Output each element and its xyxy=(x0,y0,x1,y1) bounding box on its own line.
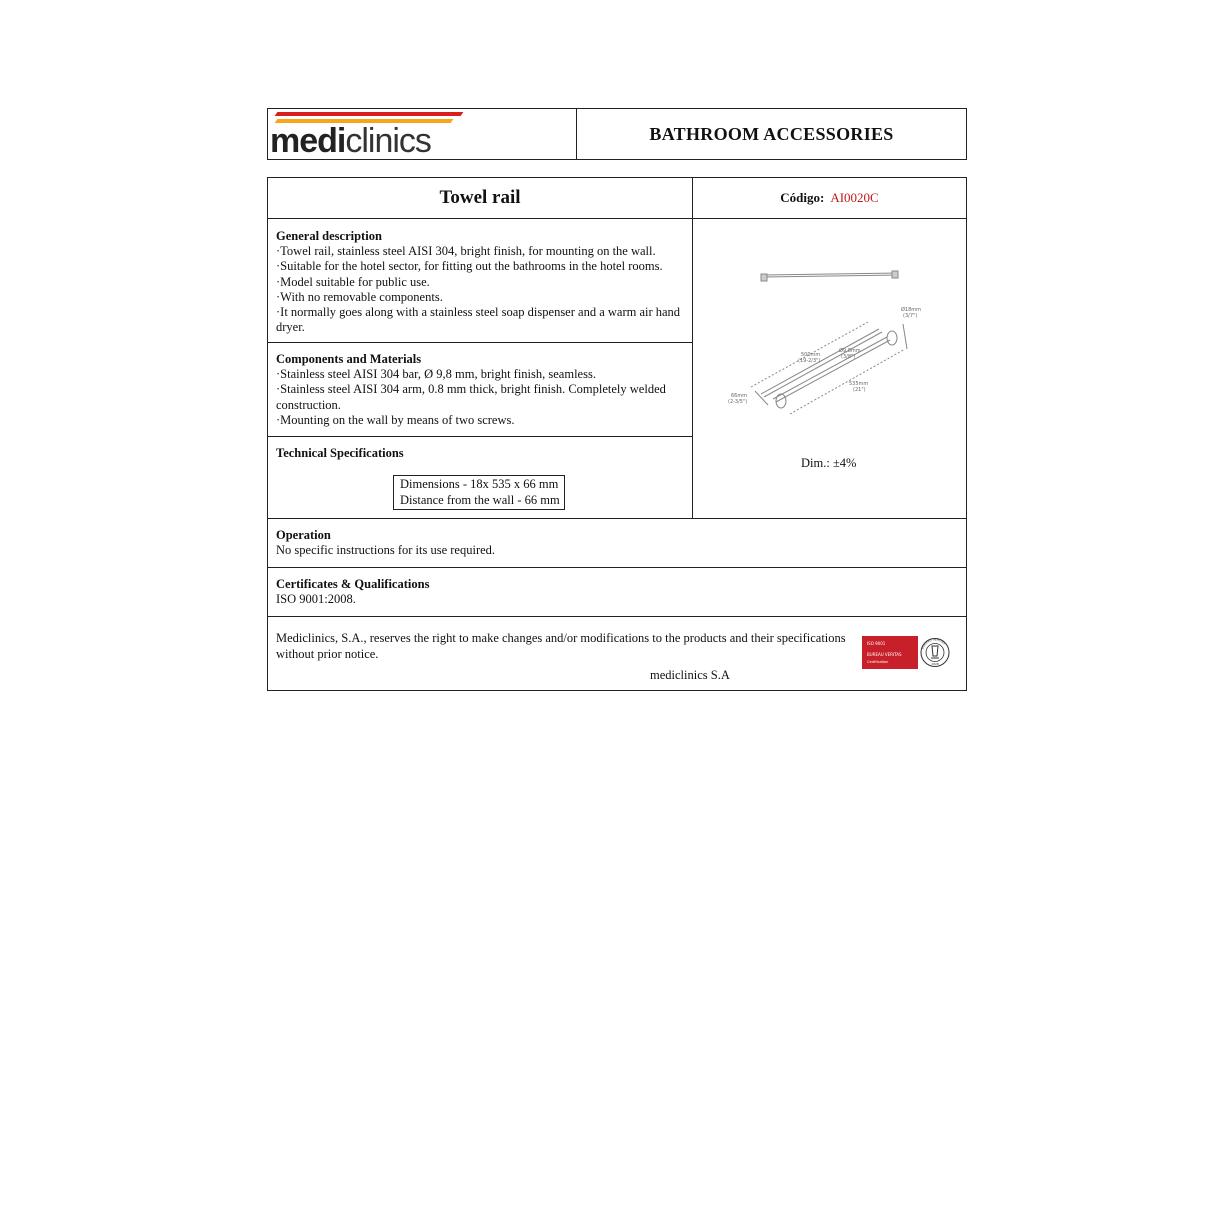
certificates-row xyxy=(268,568,966,617)
general-description-section xyxy=(268,219,692,343)
header-title: BATHROOM ACCESSORIES xyxy=(649,123,894,144)
certificates-text: ISO 9001:2008. xyxy=(276,592,356,607)
spec-distance: Distance from the wall - 66 mm xyxy=(400,492,560,507)
front-view xyxy=(761,271,898,281)
general-line: ·It normally goes along with a stainless steel soap dispenser and a warm air hand dryer. xyxy=(276,305,681,335)
components-line: ·Stainless steel AISI 304 arm, 0.8 mm thick, bright finish. Completely welded construction. xyxy=(276,382,666,412)
components-section xyxy=(268,343,692,437)
label-len535: 535mm xyxy=(849,381,869,387)
label-len500-in: (19-2/3") xyxy=(798,358,821,364)
general-line: ·Model suitable for public use. xyxy=(276,274,430,289)
operation-section xyxy=(268,519,966,558)
certificates-heading: Certificates & Qualifications xyxy=(276,577,430,591)
operation-row xyxy=(268,519,966,568)
footer-row xyxy=(268,617,966,693)
disclaimer-text: Mediclinics, S.A., reserves the right to make changes and/or modifications to the products and their specifications without prior notice. xyxy=(276,631,846,661)
company-name: mediclinics S.A xyxy=(650,668,730,682)
product-code-label: Código: xyxy=(780,190,825,205)
details-row xyxy=(268,219,966,519)
spec-box xyxy=(393,475,565,510)
technical-specs-section xyxy=(268,437,692,517)
technical-specs-heading: Technical Specifications xyxy=(276,446,404,460)
product-name: Towel rail xyxy=(268,178,693,218)
label-d18: Ø18mm xyxy=(901,307,922,313)
components-line: ·Stainless steel AISI 304 bar, Ø 9,8 mm, bright finish, seamless. xyxy=(276,367,596,382)
label-len535-in: (21") xyxy=(853,387,866,393)
badge-seal-text: BUREAU VERITAS xyxy=(920,637,947,650)
product-code xyxy=(693,178,966,218)
logo-stripe-red xyxy=(275,112,464,116)
drawing-labels xyxy=(728,306,921,405)
operation-heading: Operation xyxy=(276,528,331,542)
general-line: ·With no removable components. xyxy=(276,289,443,304)
perspective-view xyxy=(751,322,907,414)
title-row xyxy=(268,178,966,219)
dimension-tolerance: Dim.: ±4% xyxy=(801,456,857,470)
badge-iso-label: ISO 9001 xyxy=(867,641,886,646)
label-dep66: 66mm xyxy=(731,393,748,399)
label-len500: 500mm xyxy=(801,352,821,358)
badge-year: 1828 xyxy=(931,662,939,666)
general-line: ·Suitable for the hotel sector, for fitting out the bathrooms in the hotel rooms. xyxy=(276,259,663,274)
label-dep66-in: (2-3/5") xyxy=(728,399,748,405)
bureau-veritas-badge xyxy=(862,636,953,669)
product-sheet xyxy=(267,177,967,691)
drawing-column xyxy=(693,219,966,518)
details-column xyxy=(268,219,693,518)
document-header xyxy=(267,108,967,160)
operation-text: No specific instructions for its use required. xyxy=(276,543,496,558)
spec-dimensions: Dimensions - 18x 535 x 66 mm xyxy=(400,477,559,492)
towel-rail-drawing xyxy=(693,219,965,518)
brand-logo xyxy=(268,109,577,159)
components-line: ·Mounting on the wall by means of two screws. xyxy=(276,412,515,427)
label-d18-in: (3/7") xyxy=(903,313,918,319)
logo-wordmark: mediclinics xyxy=(270,122,431,160)
components-heading: Components and Materials xyxy=(276,352,422,366)
general-line: ·Towel rail, stainless steel AISI 304, bright finish, for mounting on the wall. xyxy=(276,244,656,259)
certificates-section xyxy=(268,568,966,607)
label-d98-in: (3/8") xyxy=(841,354,856,360)
label-d98: Ø9,8mm xyxy=(839,348,861,354)
product-code-value: AI0020C xyxy=(830,190,879,205)
badge-bv-label: BUREAU VERITAS xyxy=(867,652,902,657)
general-description-heading: General description xyxy=(276,229,382,243)
badge-cert-label: Certification xyxy=(867,660,889,664)
